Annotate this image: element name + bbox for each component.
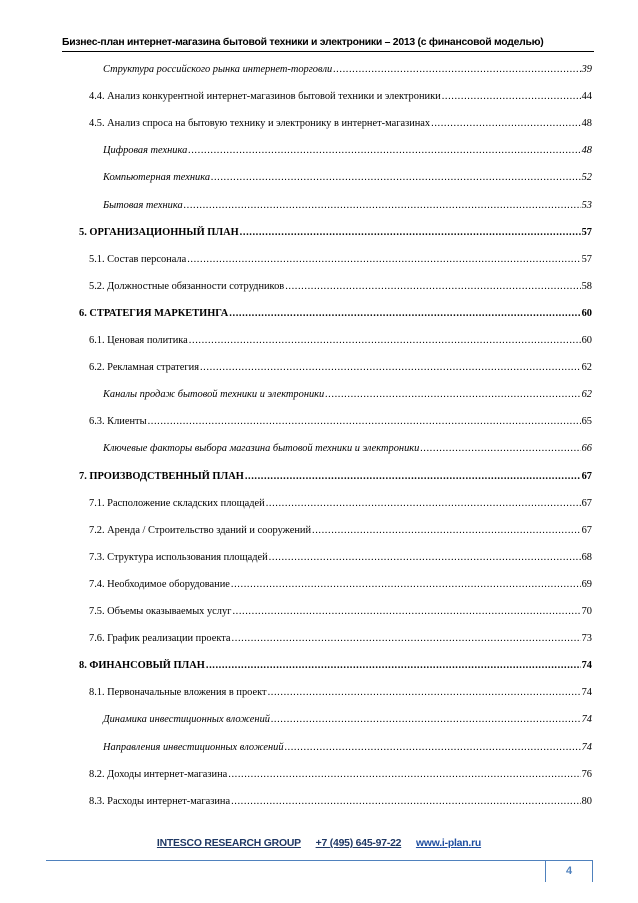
toc-leader-dots [285, 281, 580, 293]
toc-entry[interactable] [89, 252, 592, 266]
toc-entry-page: 62 [581, 362, 592, 374]
toc-entry-title: 6. СТРАТЕГИЯ МАРКЕТИНГА [79, 307, 229, 319]
toc-leader-dots [211, 172, 581, 184]
toc-leader-dots [232, 606, 580, 618]
toc-leader-dots [285, 742, 581, 754]
toc-entry[interactable] [79, 306, 592, 320]
toc-entry-title: 4.5. Анализ спроса на бытовую технику и электронику в интернет-магазинах [89, 118, 431, 130]
toc-entry-title: Каналы продаж бытовой техники и электроники [103, 389, 325, 401]
footer-website-link[interactable]: www.i-plan.ru [415, 838, 482, 849]
toc-entry-page: 62 [581, 389, 592, 401]
toc-entry-title: Цифровая техника [103, 145, 188, 157]
toc-entry[interactable] [89, 577, 592, 591]
toc-entry[interactable] [89, 631, 592, 645]
toc-entry-page: 67 [581, 497, 592, 509]
toc-leader-dots [184, 200, 581, 212]
toc-entry-page: 74 [581, 714, 592, 726]
toc-entry-page: 57 [581, 226, 592, 238]
toc-leader-dots [231, 579, 581, 591]
toc-leader-dots [431, 118, 580, 130]
toc-entry-title: Ключевые факторы выбора магазина бытовой техники и электроники [103, 443, 420, 455]
toc-entry-title: 6.1. Ценовая политика [89, 335, 188, 346]
toc-entry[interactable] [103, 62, 592, 76]
toc-entry-title: 7.6. График реализации проекта [89, 633, 231, 645]
toc-entry-page: 53 [581, 199, 592, 211]
toc-entry-title: Компьютерная техника [103, 172, 211, 184]
toc-entry[interactable] [79, 658, 592, 672]
toc-entry-page: 67 [581, 470, 592, 482]
toc-entry[interactable] [103, 387, 592, 401]
toc-entry-page: 57 [581, 253, 592, 265]
toc-entry-title: Структура российского рынка интернет-торговли [103, 64, 333, 75]
toc-entry[interactable] [89, 116, 592, 130]
toc-entry-title: 8. ФИНАНСОВЫЙ ПЛАН [79, 660, 205, 672]
document-header: Бизнес-план интернет-магазина бытовой техники и электроники – 2013 (с финансовой моделью) [62, 37, 594, 52]
toc-entry-page: 69 [581, 578, 592, 590]
toc-entry-page: 70 [581, 606, 592, 617]
toc-entry-page: 58 [581, 280, 592, 292]
toc-entry[interactable] [89, 279, 592, 293]
toc-entry-title: 8.2. Доходы интернет-магазина [89, 768, 228, 780]
toc-entry-title: 7.4. Необходимое оборудование [89, 578, 230, 590]
toc-entry-page: 65 [581, 416, 592, 428]
toc-leader-dots [312, 525, 581, 537]
toc-leader-dots [229, 308, 580, 320]
toc-entry-title: 7.1. Расположение складских площадей [89, 497, 265, 509]
toc-entry-page: 52 [581, 172, 592, 184]
toc-entry-page: 74 [581, 741, 592, 753]
toc-entry[interactable] [103, 198, 592, 212]
toc-entry-title: 7. ПРОИЗВОДСТВЕННЫЙ ПЛАН [79, 470, 244, 482]
toc-entry-title: 4.4. Анализ конкурентной интернет-магазинов бытовой техники и электроники [89, 91, 441, 103]
toc-entry-page: 48 [581, 118, 592, 130]
toc-leader-dots [268, 687, 581, 699]
toc-entry[interactable] [89, 496, 592, 510]
footer-phone: +7 (495) 645-97-22 [315, 838, 402, 849]
toc-entry-title: 7.3. Структура использования площадей [89, 551, 268, 563]
toc-entry-page: 73 [581, 633, 592, 645]
toc-entry-page: 74 [581, 687, 592, 699]
toc-entry[interactable] [103, 712, 592, 726]
toc-entry[interactable] [89, 550, 592, 564]
toc-leader-dots [200, 362, 581, 374]
toc-leader-dots [420, 443, 580, 455]
toc-entry-title: 8.1. Первоначальные вложения в проект [89, 687, 267, 699]
toc-leader-dots [148, 416, 581, 428]
toc-leader-dots [442, 91, 581, 103]
toc-entry-title: 5. ОРГАНИЗАЦИОННЫЙ ПЛАН [79, 226, 239, 238]
toc-entry[interactable] [89, 794, 592, 808]
toc-entry[interactable] [89, 414, 592, 428]
toc-entry-page: 60 [581, 307, 592, 319]
toc-entry[interactable] [103, 143, 592, 157]
toc-entry[interactable] [103, 441, 592, 455]
toc-entry-title: 6.3. Клиенты [89, 416, 147, 428]
toc-leader-dots [231, 796, 581, 808]
toc-leader-dots [271, 714, 581, 726]
toc-entry-page: 44 [581, 91, 592, 103]
toc-entry[interactable] [89, 523, 592, 537]
toc-entry-title: 8.3. Расходы интернет-магазина [89, 795, 231, 807]
toc-entry[interactable] [103, 740, 592, 754]
toc-entry[interactable] [103, 170, 592, 184]
toc-entry-page: 48 [581, 145, 592, 157]
toc-leader-dots [269, 552, 581, 564]
toc-entry[interactable] [79, 225, 592, 239]
toc-entry-title: Динамика инвестиционных вложений [103, 714, 270, 726]
toc-leader-dots [228, 769, 580, 781]
toc-entry-page: 67 [581, 524, 592, 536]
toc-entry-title: 7.2. Аренда / Строительство зданий и сооружений [89, 524, 312, 536]
toc-leader-dots [325, 389, 580, 401]
footer-company: INTESCO RESEARCH GROUP [156, 838, 301, 849]
toc-entry-page: 68 [581, 551, 592, 563]
toc-leader-dots [245, 471, 581, 483]
toc-entry[interactable] [89, 333, 592, 347]
toc-leader-dots [189, 335, 581, 347]
toc-entry[interactable] [89, 685, 592, 699]
toc-leader-dots [232, 633, 581, 645]
toc-entry-title: Бытовая техника [103, 199, 183, 211]
page-number: 4 [545, 860, 593, 882]
toc-leader-dots [206, 660, 581, 672]
toc-entry-page: 66 [581, 443, 592, 455]
toc-leader-dots [266, 498, 581, 510]
toc-entry[interactable] [89, 604, 592, 618]
toc-entry-title: 6.2. Рекламная стратегия [89, 362, 199, 374]
page-number-rule [46, 860, 545, 861]
toc-entry-page: 60 [581, 335, 592, 346]
toc-leader-dots [187, 254, 580, 266]
toc-entry-page: 39 [581, 64, 592, 75]
toc-entry[interactable] [89, 767, 592, 781]
toc-entry-title: Направления инвестиционных вложений [103, 741, 284, 753]
toc-entry-title: 5.1. Состав персонала [89, 253, 187, 265]
toc-leader-dots [240, 227, 581, 239]
toc-entry-page: 74 [581, 660, 592, 672]
toc-entry[interactable] [89, 89, 592, 103]
toc-entry-title: 5.2. Должностные обязанности сотрудников [89, 280, 285, 292]
toc-leader-dots [333, 64, 580, 76]
toc-entry[interactable] [79, 469, 592, 483]
toc-entry-page: 76 [581, 768, 592, 780]
toc-entry-title: 7.5. Объемы оказываемых услуг [89, 606, 232, 617]
toc-entry-page: 80 [581, 795, 592, 807]
toc-entry[interactable] [89, 360, 592, 374]
toc-leader-dots [188, 145, 580, 157]
footer [0, 838, 638, 849]
